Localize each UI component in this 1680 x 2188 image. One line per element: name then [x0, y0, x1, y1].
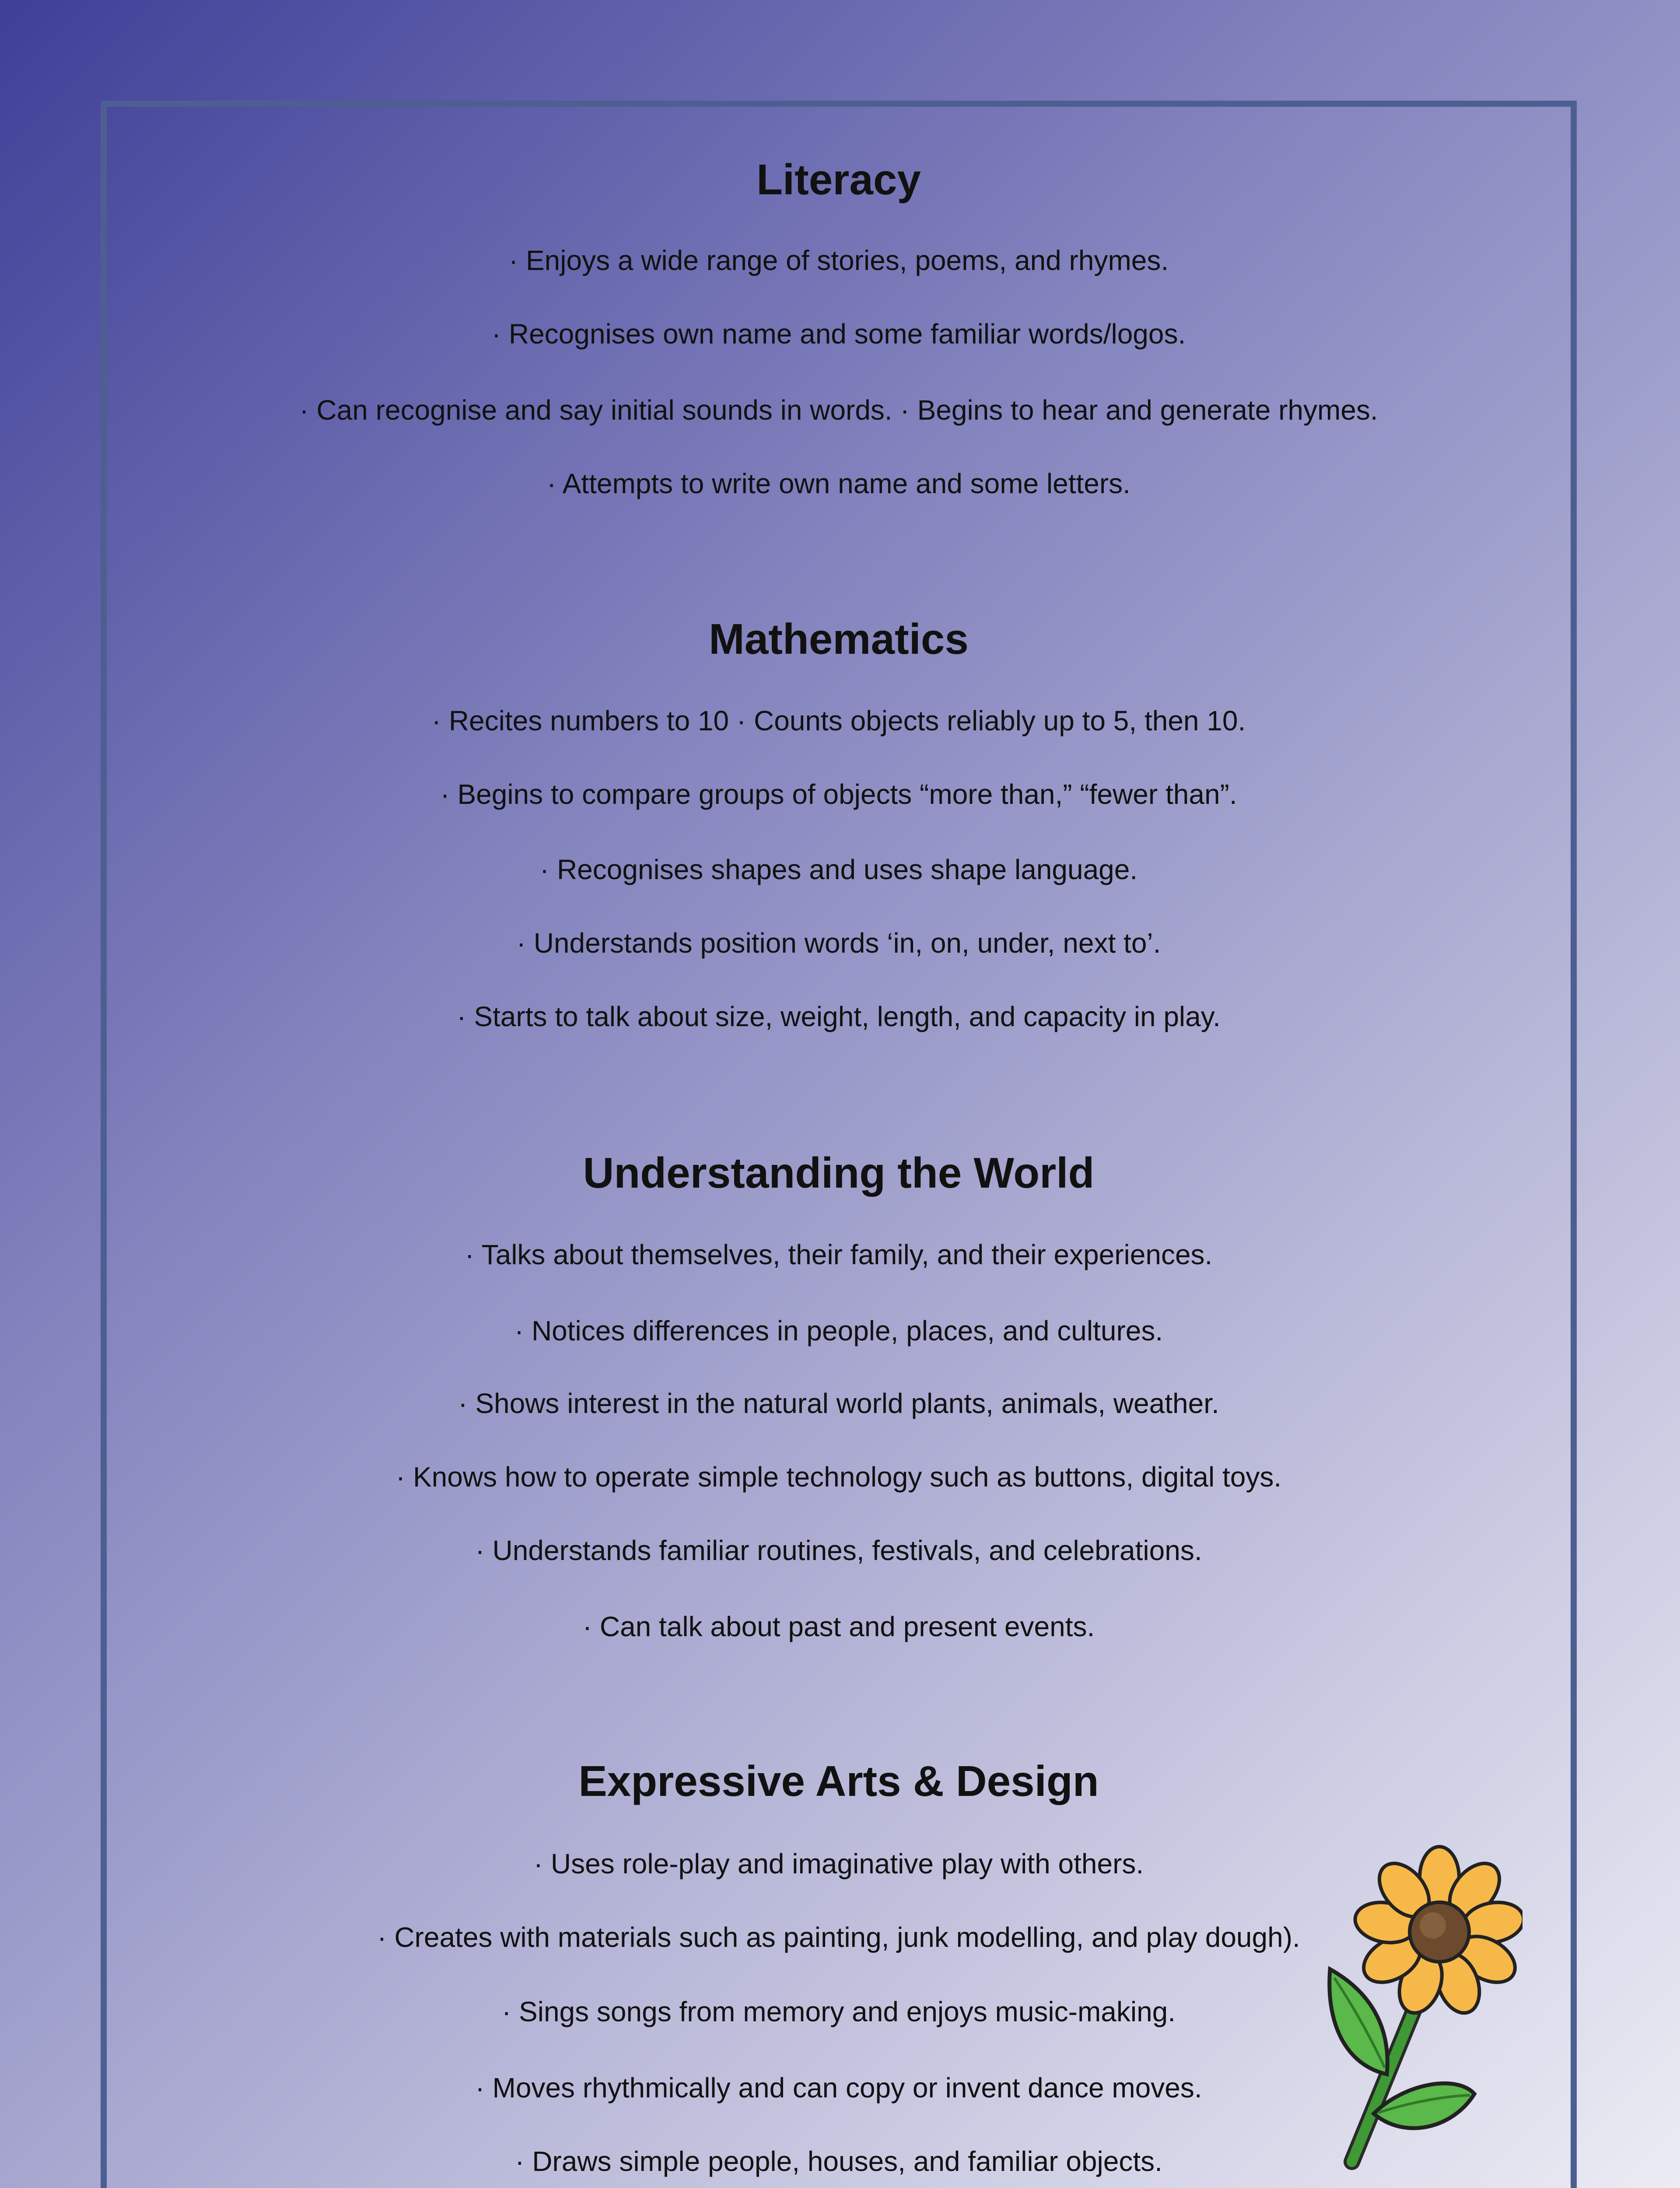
expressive-arts-item: · Creates with materials such as painting, junk modelling, and play dough). [377, 1922, 1300, 1953]
mathematics-item: · Recites numbers to 10 · Counts objects reliably up to 5, then 10. [431, 705, 1246, 736]
understanding-world-item: · Notices differences in people, places, and cultures. [514, 1315, 1163, 1346]
mathematics-item: · Understands position words ‘in, on, under, next to’. [516, 927, 1161, 959]
expressive-arts-item: · Moves rhythmically and can copy or invent dance moves. [475, 2072, 1202, 2104]
expressive-arts-item: · Uses role-play and imaginative play with others. [533, 1848, 1144, 1879]
expressive-arts-item: · Sings songs from memory and enjoys music-making. [501, 1996, 1176, 2027]
literacy-item: · Recognises own name and some familiar words/logos. [491, 318, 1186, 350]
mathematics-item: · Begins to compare groups of objects “more than,” “fewer than”. [440, 778, 1237, 810]
understanding-world-item: · Shows interest in the natural world plants, animals, weather. [458, 1388, 1219, 1419]
understanding-world-item: · Understands familiar routines, festivals, and celebrations. [475, 1535, 1202, 1566]
sunflower-icon [1321, 1838, 1522, 2179]
understanding-world-item: · Talks about themselves, their family, and their experiences. [465, 1239, 1213, 1270]
section-title-mathematics: Mathematics [709, 615, 969, 663]
expressive-arts-item: · Draws simple people, houses, and familiar objects. [515, 2146, 1162, 2177]
understanding-world-item: · Knows how to operate simple technology such as buttons, digital toys. [396, 1461, 1282, 1493]
section-title-literacy: Literacy [756, 155, 921, 203]
section-title-understanding-the-world: Understanding the World [583, 1149, 1095, 1197]
understanding-world-item: · Can talk about past and present events. [582, 1611, 1095, 1642]
section-title-expressive-arts-design: Expressive Arts & Design [578, 1757, 1099, 1805]
literacy-item: · Attempts to write own name and some letters. [547, 468, 1130, 499]
literacy-item: · Enjoys a wide range of stories, poems, and rhymes. [508, 245, 1169, 276]
mathematics-item: · Recognises shapes and uses shape language. [539, 854, 1138, 885]
mathematics-item: · Starts to talk about size, weight, length, and capacity in play. [457, 1001, 1221, 1032]
literacy-item: · Can recognise and say initial sounds in words. · Begins to hear and generate rhymes. [299, 394, 1378, 426]
